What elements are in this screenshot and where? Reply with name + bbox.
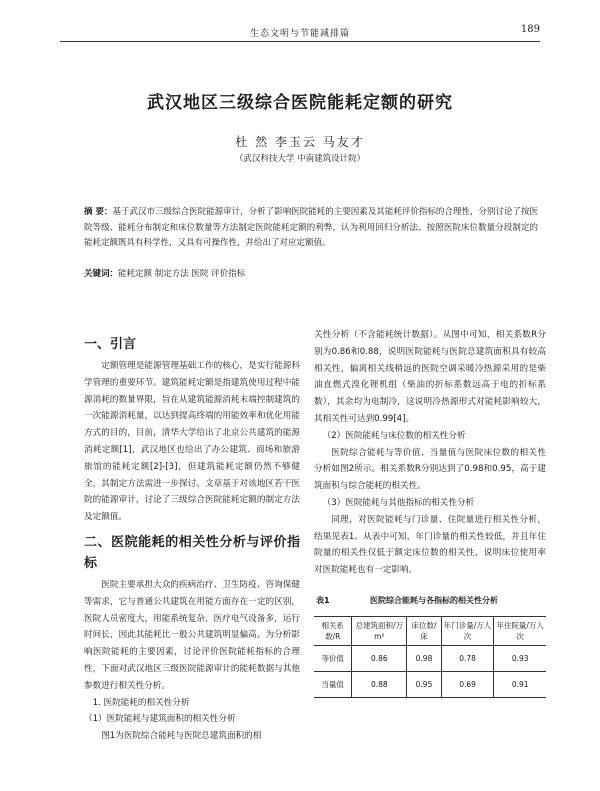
table-cell: 0.78: [441, 645, 494, 671]
table-header-cell: 年住院量/万人次: [494, 616, 546, 645]
paper-title: 武汉地区三级综合医院能耗定额的研究: [147, 93, 453, 113]
abstract: [84, 205, 538, 252]
subsection-1-heading: 1. 医院能耗的相关性分析: [92, 697, 190, 708]
subsection-1-1-text-cont: 关性分析（不含能耗统计数据）。从图中可知，相关系数R分别为0.86和0.88，说明医院能耗与医院总建筑面积具有较高相关性，偏离相关线稍远的医院空调采暖冷热源采用的是柴油直燃式溴化锂机组（柴油的折标系数远高于电的折标系数），其余均为电制冷，这说明冷热源形式对能耗影响较大，其相关性可达到0.99[4]。: [314, 330, 546, 424]
right-column: [314, 327, 546, 698]
table-caption: [314, 593, 546, 610]
subsection-1-3-heading: （3）医院能耗与其他指标的相关性分析: [322, 497, 475, 508]
keywords: [84, 267, 538, 279]
table-cell: 当量值: [314, 671, 352, 697]
table-cell: 0.88: [352, 671, 407, 697]
page-number: 189: [520, 24, 540, 35]
table-cell: 0.93: [494, 645, 546, 671]
subsection-1-2-text: 医院综合能耗与等价值、当量值与医院床位数的相关性分析如图2所示。相关系数R分别达到了0.98和0.95，高于建筑面积与综合能耗的相关性。: [314, 447, 546, 492]
subsection-1-1-heading: （1）医院能耗与建筑面积的相关性分析: [84, 714, 236, 725]
table-cell: 0.86: [352, 645, 407, 671]
table-cell: 等价值: [314, 645, 352, 671]
keywords-label: 关键词：: [84, 269, 119, 279]
table-header-cell: 相关系数/R: [314, 616, 352, 645]
section2-heading: 二、医院能耗的相关性分析与评价指标: [84, 534, 300, 571]
journal-title: 生态文明与节能减排篇: [249, 29, 350, 39]
table-header-cell: 床位数/床: [407, 616, 441, 645]
keywords-text: 能耗定额 制定方法 医院 评价指标: [118, 269, 246, 279]
table-header-cell: 总建筑面积/万m²: [352, 616, 407, 645]
abstract-label: 摘 要：: [84, 207, 113, 217]
table-row: [314, 671, 546, 697]
table-row: [314, 645, 546, 671]
affiliation: （武汉科技大学 中南建筑设计院）: [234, 154, 366, 164]
table-cell: 0.91: [494, 671, 546, 697]
subsection-1-1-text-start: 图1为医院综合能耗与医院总建筑面积的相: [101, 731, 262, 742]
intro-paragraph: 定额管理是能源管理基础工作的核心，是实行能源科学管理的重要环节。建筑能耗定额是指建筑使用过程中能源消耗的数量界限，旨在从建筑能源消耗末端控制建筑的一次能源消耗量，以达到提高终端的用能效率和优化用能方式的目的，目前，清华大学给出了北京公共建筑的能源消耗定额[1]，武汉地区也给出了办公建筑、商场和旅游旅馆的能耗定额[2]-[3]，但建筑能耗定额仍然不够健全，其制定方法需进一步探讨。文章基于对该地区若干医院的能源审计，讨论了三级综合医院能耗定额的制定方法及定额值。: [84, 361, 300, 523]
subsection-1-3-text: 同理，对医院能耗与门诊量、住院量进行相关性分析，结果见表1。从表中可知，年门诊量的相关性较低，并且年住院量的相关性仅低于额定床位数的相关性，说明床位使用率对医院能耗也有一定影响。: [314, 514, 546, 576]
left-column: [84, 332, 300, 745]
table-header-cell: 年门诊量/万人次: [441, 616, 494, 645]
table-caption-text: 医院综合能耗与各指标的相关性分析: [370, 595, 498, 605]
authors: 杜 然 李玉云 马友才: [235, 135, 365, 149]
table-cell: 0.98: [407, 645, 441, 671]
correlation-table: [314, 616, 546, 698]
table-cell: 0.95: [407, 671, 441, 697]
subsection-1-2-heading: （2）医院能耗与床位数的相关性分析: [322, 430, 466, 441]
section2-paragraph: 医院主要承担大众的疾病治疗、卫生防疫、咨询保健等需求，它与普通公共建筑在用能方面存在一定的区别，医院人员密度大，用能系统复杂，医疗电气设备多，运行时间长，因此其能耗比一般公共建筑明显偏高。为分析影响医院能耗的主要因素，讨论评价医院能耗指标的合理性，下面对武汉地区三级医院能源审计的能耗数据与其他参数进行相关性分析。: [84, 579, 300, 691]
table-header-row: [314, 616, 546, 645]
table-cell: 0.69: [441, 671, 494, 697]
abstract-text: 基于武汉市三级综合医院能源审计，分析了影响医院能耗的主要因素及其能耗评价指标的合理性，分别讨论了按医院等级、能耗分布制定和床位数量等方法制定医院能耗定额的利弊，认为利用回归分析法、按照医院床位数量分段制定的能耗定额既具有科学性，又具有可操作性，并给出了对应定额值。: [84, 207, 538, 249]
table-number: 表1: [316, 595, 330, 605]
running-header: [60, 22, 540, 42]
intro-heading: 一、引言: [84, 337, 137, 352]
